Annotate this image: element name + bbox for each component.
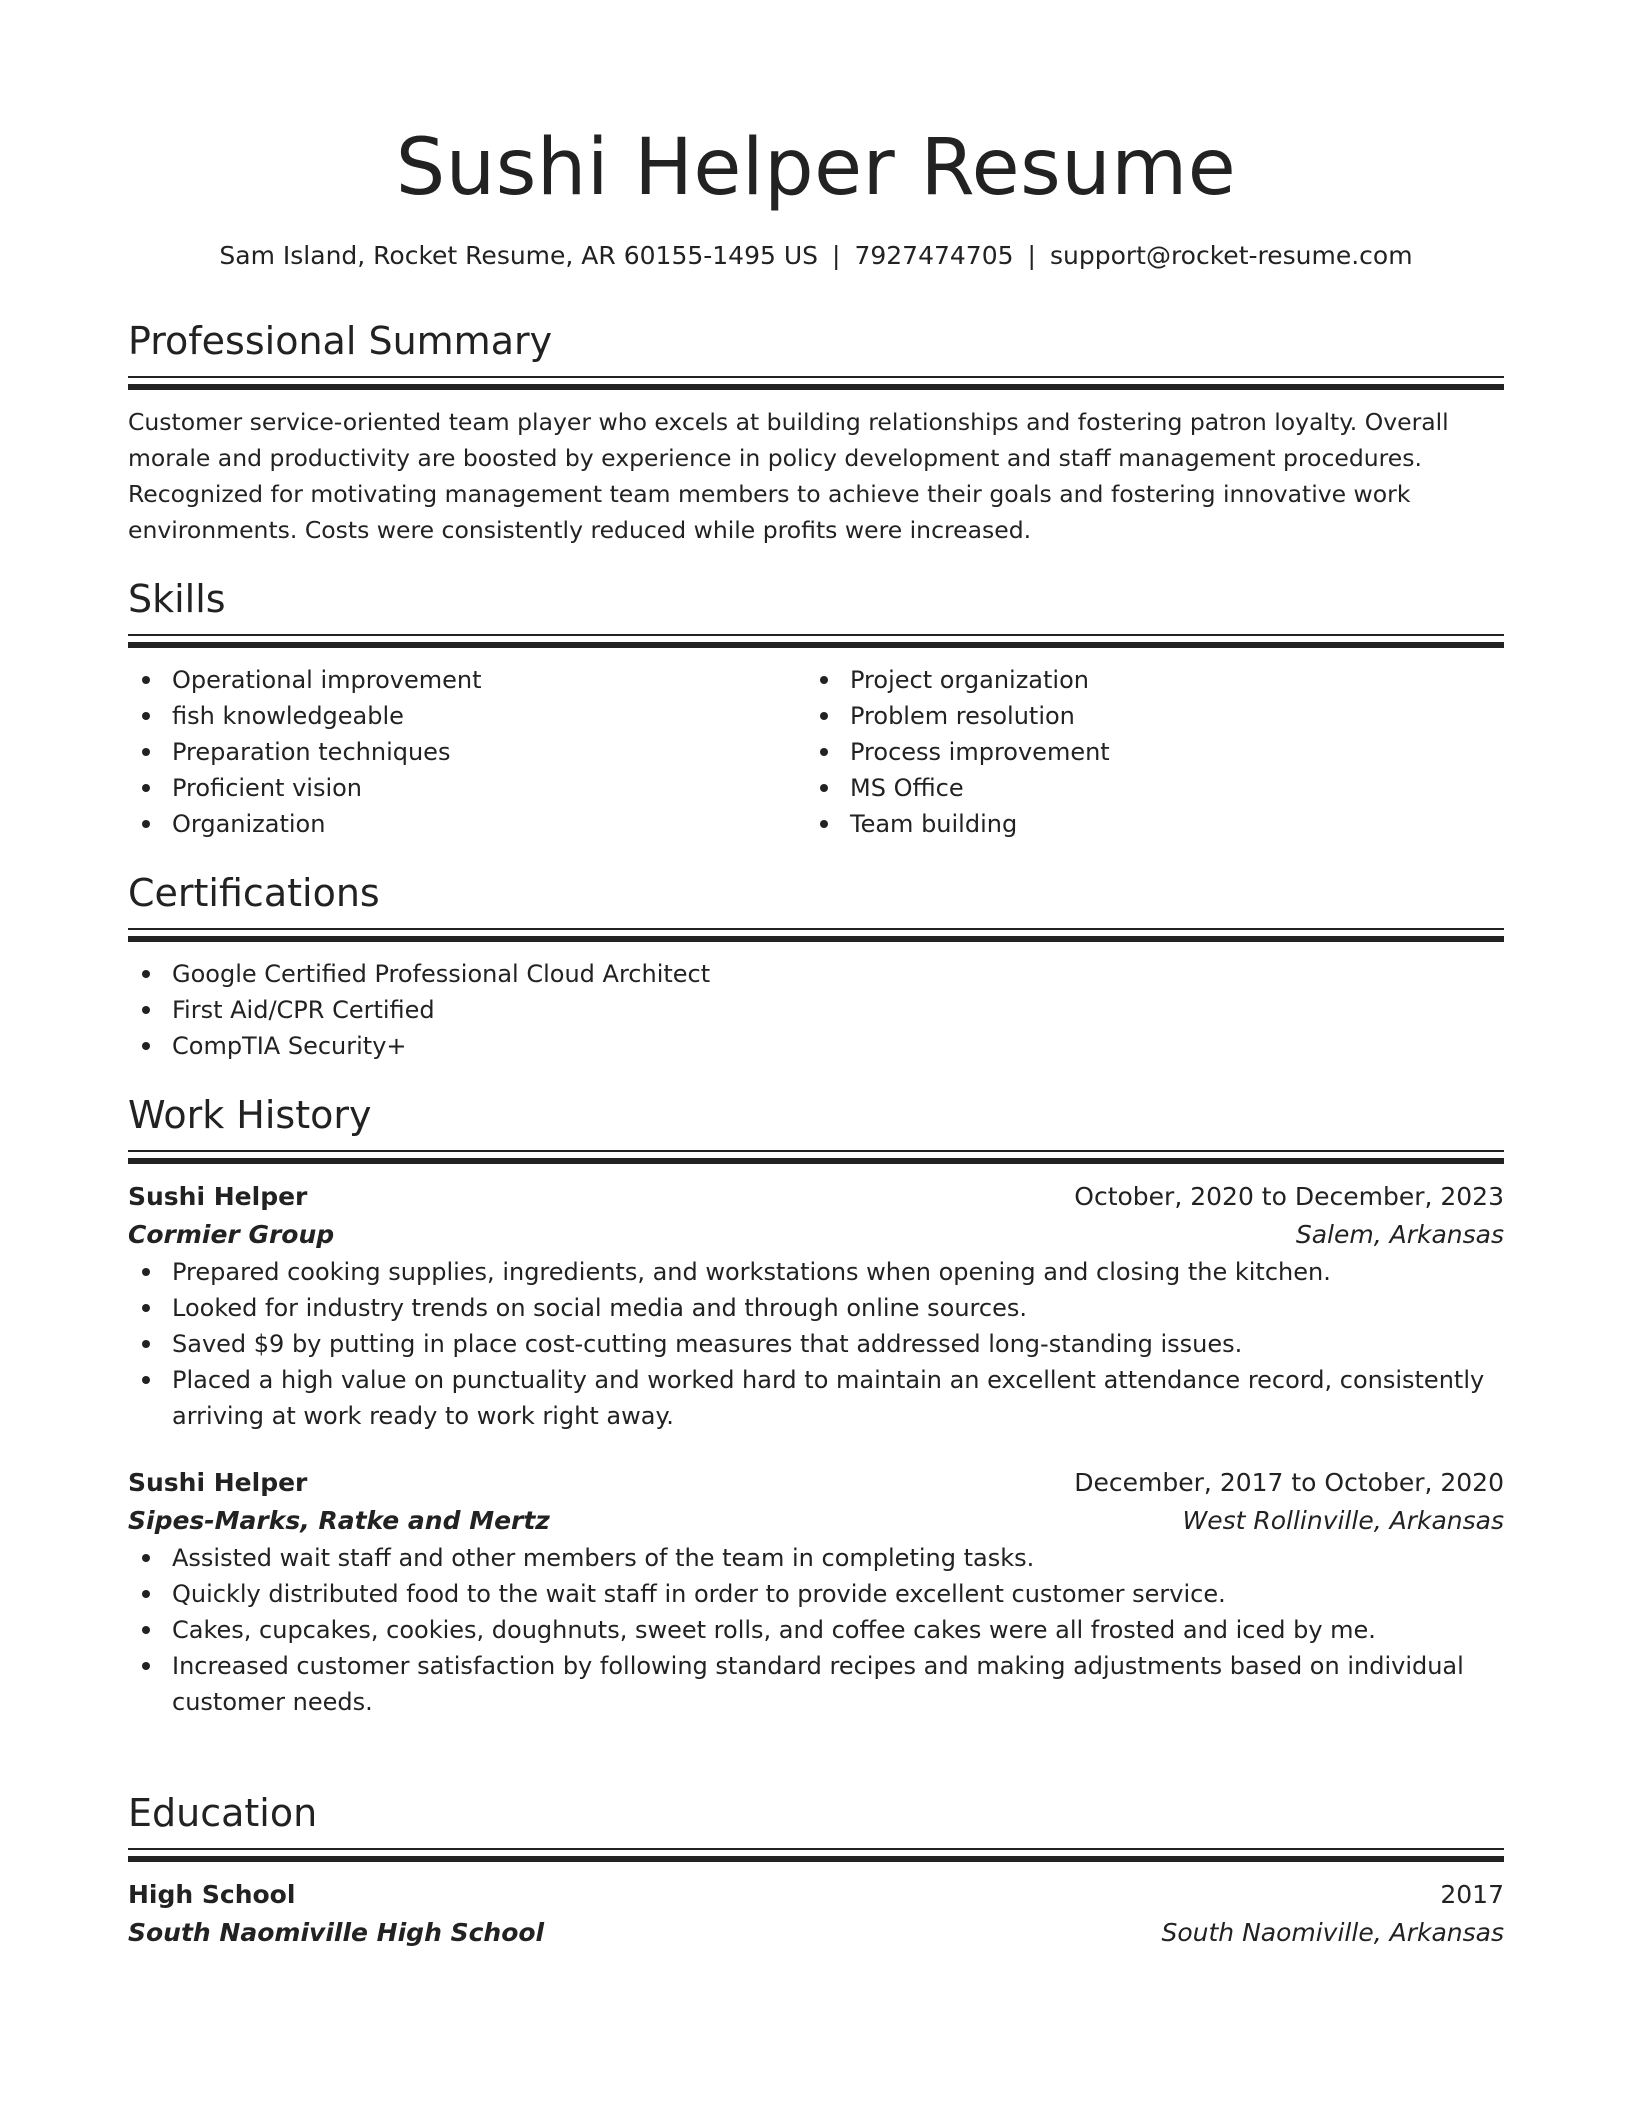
job-dates: December, 2017 to October, 2020 (1074, 1468, 1504, 1497)
skill-item (806, 662, 1484, 698)
section-rule-thick (128, 1856, 1504, 1862)
job-bullet-text: Placed a high value on punctuality and worked hard to maintain an excellent attendance record, consistently arriving at work ready to work right away. (172, 1366, 1485, 1430)
job-bullets (128, 1540, 1504, 1720)
job-entry (128, 1464, 1504, 1720)
job-employer: Cormier Group (128, 1220, 335, 1249)
job-bullet-text: Quickly distributed food to the wait staff in order to provide excellent customer service. (172, 1580, 1226, 1608)
education-subheader (128, 1914, 1504, 1952)
education-year: 2017 (1440, 1880, 1504, 1909)
certification-label: First Aid/CPR Certified (172, 996, 435, 1024)
job-dates: October, 2020 to December, 2023 (1074, 1182, 1504, 1211)
skill-item (128, 770, 806, 806)
contact-separator: | (832, 241, 841, 270)
skill-label: Proficient vision (172, 774, 363, 802)
contact-separator: | (1027, 241, 1036, 270)
job-bullet (128, 1540, 1504, 1576)
education-location: South Naomiville, Arkansas (1161, 1918, 1504, 1947)
section-rule (128, 634, 1504, 636)
job-bullet-text: Assisted wait staff and other members of the team in completing tasks. (172, 1544, 1035, 1572)
job-bullet-text: Prepared cooking supplies, ingredients, and workstations when opening and closing the kitchen. (172, 1258, 1331, 1286)
section-rule-thick (128, 642, 1504, 648)
bullet-icon (820, 748, 828, 756)
certification-label: CompTIA Security+ (172, 1032, 407, 1060)
skill-item (128, 806, 806, 842)
contact-email: support@rocket-resume.com (1049, 241, 1413, 270)
bullet-icon (142, 1042, 150, 1050)
summary-section (128, 316, 1504, 548)
skill-item (806, 806, 1484, 842)
contact-phone: 7927474705 (854, 241, 1014, 270)
job-subheader (128, 1502, 1504, 1540)
job-bullet (128, 1362, 1504, 1434)
skill-label: Team building (850, 810, 1018, 838)
skill-item (806, 770, 1484, 806)
section-rule-thick (128, 384, 1504, 390)
bullet-icon (142, 820, 150, 828)
skill-item (806, 734, 1484, 770)
bullet-icon (142, 748, 150, 756)
certification-item (128, 956, 1504, 992)
section-rule (128, 1848, 1504, 1850)
section-rule (128, 928, 1504, 930)
skills-list-left (128, 662, 806, 842)
bullet-icon (142, 1376, 150, 1384)
certification-item (128, 992, 1504, 1028)
education-header (128, 1876, 1504, 1914)
job-subheader (128, 1216, 1504, 1254)
job-bullet-text: Saved $9 by putting in place cost-cutting measures that addressed long-standing issues. (172, 1330, 1243, 1358)
job-bullet-text: Increased customer satisfaction by following standard recipes and making adjustments based on individual customer needs. (172, 1652, 1464, 1716)
certification-item (128, 1028, 1504, 1064)
certifications-heading: Certifications (128, 871, 380, 915)
skill-item (128, 662, 806, 698)
section-rule (128, 376, 1504, 378)
bullet-icon (142, 784, 150, 792)
job-title: Sushi Helper (128, 1468, 308, 1497)
summary-text: Customer service-oriented team player who excels at building relationships and fostering patron loyalty. Overall morale and productivity are boosted by experience in policy development and staff management procedures. Recognized for motivating management team members to achieve their goals and fostering innovative work environments. Costs were consistently reduced while profits were increased. (128, 408, 1449, 544)
skills-section (128, 574, 1504, 842)
job-bullet (128, 1648, 1504, 1720)
bullet-icon (820, 784, 828, 792)
skills-list-right (806, 662, 1484, 842)
resume-title: Sushi Helper Resume (395, 123, 1237, 213)
job-title: Sushi Helper (128, 1182, 308, 1211)
job-bullet-text: Cakes, cupcakes, cookies, doughnuts, sweet rolls, and coffee cakes were all frosted and iced by me. (172, 1616, 1376, 1644)
skill-label: MS Office (850, 774, 964, 802)
skill-label: Organization (172, 810, 326, 838)
skills-heading: Skills (128, 577, 226, 621)
skill-label: Project organization (850, 666, 1089, 694)
certifications-list (128, 956, 1504, 1064)
bullet-icon (142, 1340, 150, 1348)
job-bullet (128, 1290, 1504, 1326)
section-rule-thick (128, 936, 1504, 942)
education-degree: High School (128, 1880, 296, 1909)
job-bullet (128, 1254, 1504, 1290)
certifications-section (128, 868, 1504, 1064)
bullet-icon (142, 1590, 150, 1598)
bullet-icon (142, 1554, 150, 1562)
job-bullet (128, 1576, 1504, 1612)
work-history-section (128, 1090, 1504, 1720)
summary-heading: Professional Summary (128, 319, 553, 363)
skill-label: Operational improvement (172, 666, 482, 694)
bullet-icon (142, 1626, 150, 1634)
job-bullet (128, 1326, 1504, 1362)
skill-item (128, 734, 806, 770)
skill-label: fish knowledgeable (172, 702, 404, 730)
skill-label: Process improvement (850, 738, 1110, 766)
job-location: Salem, Arkansas (1295, 1220, 1504, 1249)
bullet-icon (142, 1662, 150, 1670)
skill-item (128, 698, 806, 734)
skill-label: Preparation techniques (172, 738, 451, 766)
certification-label: Google Certified Professional Cloud Architect (172, 960, 711, 988)
contact-line (128, 238, 1504, 274)
education-school: South Naomiville High School (128, 1918, 545, 1947)
bullet-icon (820, 712, 828, 720)
skill-item (806, 698, 1484, 734)
bullet-icon (142, 1304, 150, 1312)
bullet-icon (142, 1268, 150, 1276)
job-bullet (128, 1612, 1504, 1648)
job-location: West Rollinville, Arkansas (1182, 1506, 1504, 1535)
section-rule-thick (128, 1158, 1504, 1164)
education-heading: Education (128, 1791, 318, 1835)
skill-label: Problem resolution (850, 702, 1075, 730)
contact-address: Sam Island, Rocket Resume, AR 60155-1495 US (219, 241, 819, 270)
job-bullets (128, 1254, 1504, 1434)
job-header (128, 1178, 1504, 1216)
bullet-icon (142, 676, 150, 684)
job-header (128, 1464, 1504, 1502)
education-section (128, 1788, 1504, 1952)
job-entry (128, 1178, 1504, 1434)
bullet-icon (142, 1006, 150, 1014)
section-rule (128, 1150, 1504, 1152)
skills-columns (128, 662, 1504, 842)
job-bullet-text: Looked for industry trends on social media and through online sources. (172, 1294, 1027, 1322)
education-entry (128, 1876, 1504, 1952)
work-history-heading: Work History (128, 1093, 372, 1137)
bullet-icon (142, 970, 150, 978)
job-employer: Sipes-Marks, Ratke and Mertz (128, 1506, 550, 1535)
bullet-icon (820, 676, 828, 684)
bullet-icon (142, 712, 150, 720)
bullet-icon (820, 820, 828, 828)
